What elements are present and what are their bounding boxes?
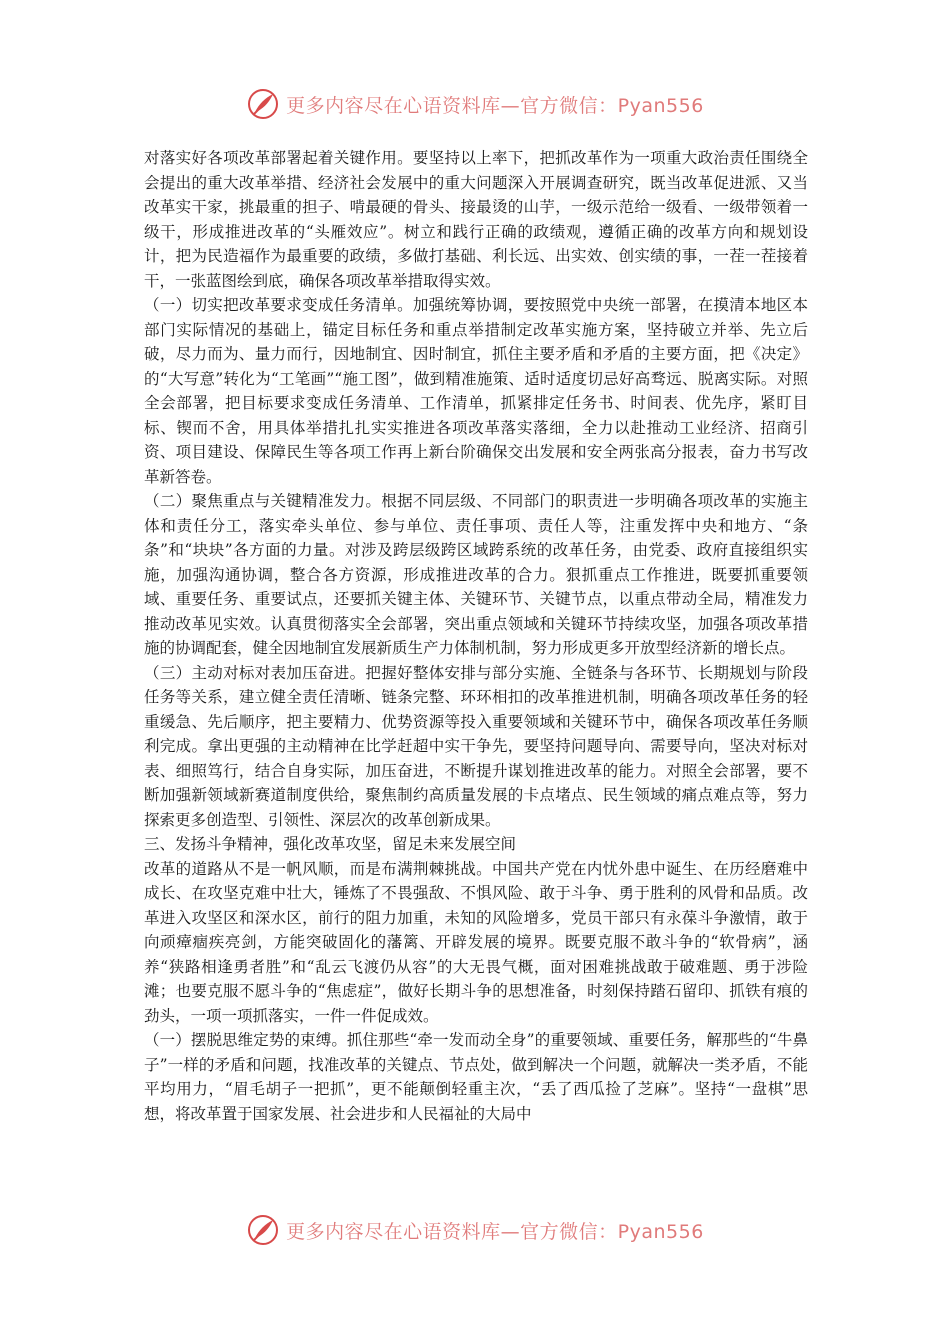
paragraph: （三）主动对标对表加压奋进。把握好整体安排与部分实施、全链条与各环节、长期规划与阶段任务等关系，建立健全责任清晰、链条完整、环环相扣的改革推进机制，明确各项改革任务的轻重缓急、先后顺序，把主要精力、优势资源等投入重要领域和关键环节中，确保各项改革任务顺利完成。拿出更强的主动精神在比学赶超中实干争先，要坚持问题导向、需要导向，坚决对标对表、细照笃行，结合自身实际，加压奋进，不断提升谋划推进改革的能力。对照全会部署，要不断加强新领域新赛道制度供给，聚焦制约高质量发展的卡点堵点、民生领域的痛点难点等，努力探索更多创造型、引领性、深层次的改革创新成果。 — [144, 663, 808, 829]
document-body — [144, 146, 808, 1126]
paragraph: （一）摆脱思维定势的束缚。抓住那些“牵一发而动全身”的重要领域、重要任务，解那些的“牛鼻子”一样的矛盾和问题，找准改革的关键点、节点处，做到解决一个问题，就解决一类矛盾，不能平均用力，“眉毛胡子一把抓”，更不能颠倒轻重主次，“丢了西瓜捡了芝麻”。坚持“一盘棋”思想，将改革置于国家发展、社会进步和人民福祉的大局中 — [144, 1031, 808, 1123]
footer-banner-text: 更多内容尽在心语资料库—官方微信：Pyan556 — [286, 1220, 704, 1243]
section-heading: 三、发扬斗争精神，强化改革攻坚，留足未来发展空间 — [144, 835, 517, 853]
paragraph: （二）聚焦重点与关键精准发力。根据不同层级、不同部门的职责进一步明确各项改革的实施主体和责任分工，落实牵头单位、参与单位、责任事项、责任人等，注重发挥中央和地方、“条条”和“块块”各方面的力量。对涉及跨层级跨区域跨系统的改革任务，由党委、政府直接组织实施，加强沟通协调，整合各方资源，形成推进改革的合力。狠抓重点工作推进，既要抓重要领域、重要任务、重要试点，还要抓关键主体、关键环节、关键节点，以重点带动全局，精准发力推动改革见实效。认真贯彻落实全会部署，突出重点领域和关键环节持续攻坚，加强各项改革措施的协调配套，健全因地制宜发展新质生产力体制机制，努力形成更多开放型经济新的增长点。 — [144, 492, 808, 657]
paragraph: 改革的道路从不是一帆风顺，而是布满荆棘挑战。中国共产党在内忧外患中诞生、在历经磨难中成长、在攻坚克难中壮大，锤炼了不畏强敌、不惧风险、敢于斗争、勇于胜利的风骨和品质。改革进入攻坚区和深水区，前行的阻力加重，未知的风险增多，党员干部只有永葆斗争激情，敢于向顽瘴痼疾亮剑，方能突破固化的藩篱、开辟发展的境界。既要克服不敢斗争的“软骨病”，涵养“狭路相逢勇者胜”和“乱云飞渡仍从容”的大无畏气概，面对困难挑战敢于破难题、勇于涉险滩；也要克服不愿斗争的“焦虑症”，做好长期斗争的思想准备，时刻保持踏石留印、抓铁有痕的劲头，一项一项抓落实，一件一件促成效。 — [144, 859, 808, 1025]
paragraph: （一）切实把改革要求变成任务清单。加强统筹协调，要按照党中央统一部署，在摸清本地区本部门实际情况的基础上，锚定目标任务和重点举措制定改革实施方案，坚持破立并举、先立后破，尽力而为、量力而行，因地制宜、因时制宜，抓住主要矛盾和矛盾的主要方面，把《决定》的“大写意”转化为“工笔画”“施工图”，做到精准施策、适时适度切忌好高骛远、脱离实际。对照全会部署，把目标要求变成任务清单、工作清单，抓紧排定任务书、时间表、优先序，紧盯目标、锲而不舍，用具体举措扎扎实实推进各项改革落实落细，全力以赴推动工业经济、招商引资、项目建设、保障民生等各项工作再上新台阶确保交出发展和安全两张高分报表，奋力书写改革新答卷。 — [144, 296, 808, 486]
quill-logo-icon — [246, 87, 280, 121]
quill-logo-icon — [246, 1213, 280, 1247]
footer-banner — [0, 1210, 950, 1250]
header-banner-text: 更多内容尽在心语资料库—官方微信：Pyan556 — [286, 94, 704, 117]
header-banner — [0, 84, 950, 124]
paragraph: 对落实好各项改革部署起着关键作用。要坚持以上率下，把抓改革作为一项重大政治责任围绕全会提出的重大改革举措、经济社会发展中的重大问题深入开展调查研究，既当改革促进派、又当改革实干家，挑最重的担子、啃最硬的骨头、接最烫的山芋，一级示范给一级看、一级带领着一级干，形成推进改革的“头雁效应”。树立和践行正确的政绩观，遵循正确的改革方向和规划设计，把为民造福作为最重要的政绩，多做打基础、利长远、出实效、创实绩的事，一茬一茬接着干，一张蓝图绘到底，确保各项改革举措取得实效。 — [144, 149, 808, 290]
